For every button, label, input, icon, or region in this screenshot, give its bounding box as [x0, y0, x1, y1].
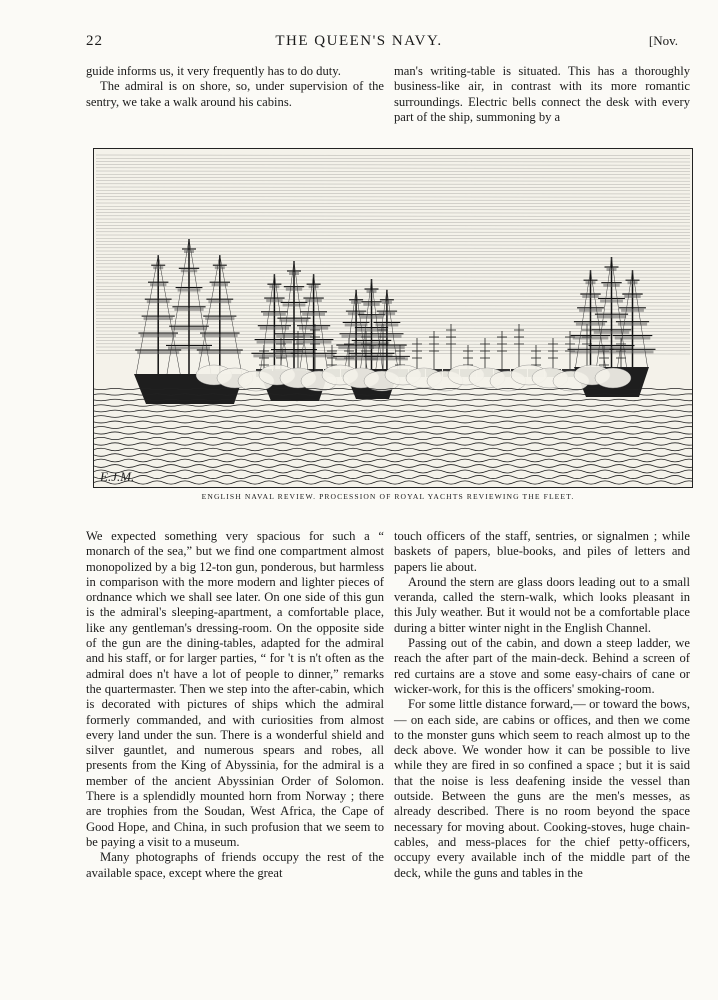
artist-monogram: E.J.M. [100, 469, 135, 484]
top-right-column [394, 64, 690, 125]
paragraph: Around the stern are glass doors leading out to a small veranda, called the stern-walk, which looks pleasant in this July weather. But it would not be a comfortable place during a bitter winter night in the English Channel. [394, 574, 690, 635]
paragraph: Many photographs of friends occupy the rest of the available space, except where the great [86, 850, 384, 880]
issue-month: [Nov. [648, 33, 678, 48]
paragraph: guide informs us, it very frequently has to do duty. [86, 64, 341, 78]
bottom-left-column [86, 529, 384, 881]
running-title: THE QUEEN'S NAVY. [275, 33, 443, 49]
page-header [0, 33, 718, 53]
engraving-svg [94, 149, 692, 487]
paragraph: man's writing-table is situated. This has a thoroughly business-like air, in contrast with its more romantic surroundings. Electric bells connect the desk with every part of the ship, summoning by a [394, 64, 690, 124]
gun-smoke [196, 365, 631, 391]
page-number: 22 [86, 33, 103, 49]
paragraph: We expected something very spacious for such a “ monarch of the sea,” but we find one compartment almost monopolized by a big 12-ton gun, ponderous, but harmless in comparison with the more modern and lighter pieces of ordnance which we shall see later. On one side of this gun is the admiral's sleeping-apartment, a comfortable place, like any gentleman's dressing-room. On the opposite side of the gun are the dining-tables, adapted for the admiral and his staff, or for larger parties, “ for 't is n't often as the admiral does n't have a lot of people to dinner,” remarks the quartermaster. Then we step into the after-cabin, which is decorated with pictures of ships which the admiral formerly commanded, and with curiosities from almost every land under the sun. There is a wonderful shield and silver gauntlet, and numerous spears and robes, all presents from the King of Abyssinia, for the admiral is a member of the ancient Abyssinian Order of Solomon. There is a splendidly mounted horn from Norway ; there are trophies from the Soudan, West Africa, the Cape of Good Hope, and China, in such profusion that we seem to be paying a visit to a museum. [86, 529, 384, 849]
paragraph: For some little distance forward,— or toward the bows,— on each side, are cabins or offices, and then we come to the monster guns which seem to reach almost up to the deck above. We wonder how it can be possible to live while they are fired in so confined a space ; but it is said that the noise is less deafening inside the vessel than outside. Between the guns are the men's messes, as already described. There is no room beyond the space necessary for moving about. Cooking-stoves, huge chain-cables, and mess-places for the chief petty-officers, occupy every available inch of the middle part of the deck, while the guns and tables in the [394, 697, 690, 880]
figure-caption: ENGLISH NAVAL REVIEW. PROCESSION OF ROYAL YACHTS REVIEWING THE FLEET. [201, 492, 575, 501]
bottom-right-column [394, 529, 690, 881]
paragraph: Passing out of the cabin, and down a steep ladder, we reach the after part of the main-deck. Behind a screen of red curtains are a stove and some easy-chairs of cane or wicker-work, for this is the officers' smoking-room. [394, 636, 690, 696]
paragraph: The admiral is on shore, so, under supervision of the sentry, we take a walk around his cabins. [86, 79, 384, 109]
naval-review-illustration [93, 148, 693, 488]
top-left-column [86, 64, 384, 110]
paragraph: touch officers of the staff, sentries, or signalmen ; while baskets of papers, blue-books, and piles of letters and papers lie about. [394, 529, 690, 574]
